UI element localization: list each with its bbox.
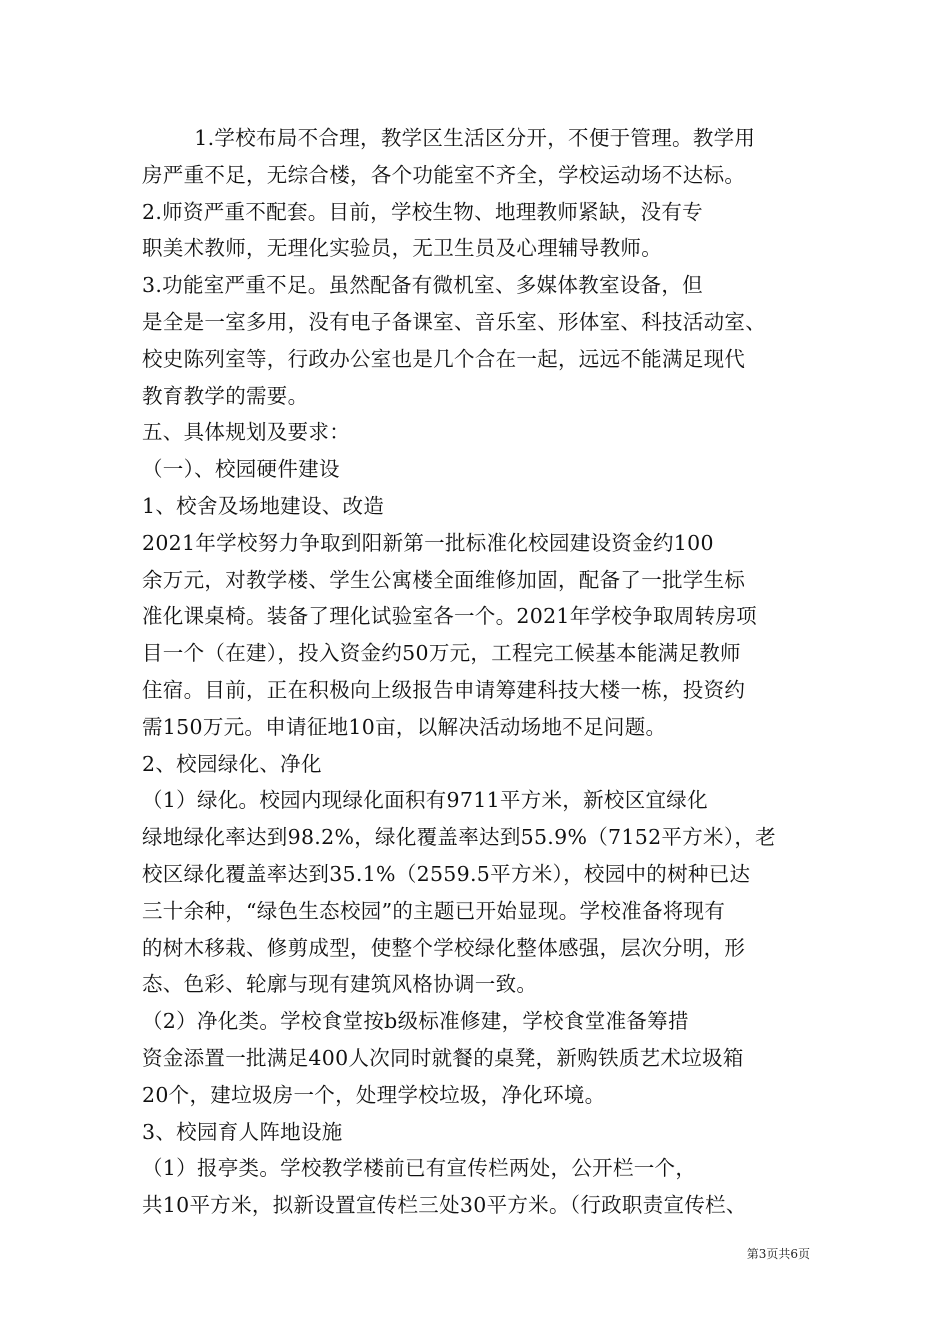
text-line: 准化课桌椅。装备了理化试验室各一个。2021年学校争取周转房项 (142, 604, 757, 629)
text-line: 2、校园绿化、净化 (142, 751, 322, 776)
text-line: 2.师资严重不配套。目前，学校生物、地理教师紧缺，没有专 (142, 199, 703, 224)
text-line: 校史陈列室等，行政办公室也是几个合在一起，远远不能满足现代 (142, 346, 746, 371)
text-line: 余万元，对教学楼、学生公寓楼全面维修加固，配备了一批学生标 (142, 567, 746, 592)
text-line: （1）报亭类。学校教学楼前已有宣传栏两处，公开栏一个， (142, 1156, 697, 1181)
text-line: 是全是一室多用，没有电子备课室、音乐室、形体室、科技活动室、 (142, 309, 766, 334)
text-line: 需150万元。申请征地10亩，以解决活动场地不足问题。 (142, 714, 667, 739)
text-line: 1、校舍及场地建设、改造 (142, 493, 385, 518)
text-line: 教育教学的需要。 (142, 383, 309, 408)
text-line: （1）绿化。校园内现绿化面积有9711平方米，新校区宜绿化 (142, 788, 708, 813)
text-line: 3.功能室严重不足。虽然配备有微机室、多媒体教室设备，但 (142, 273, 703, 298)
text-line: 绿地绿化率达到98.2%，绿化覆盖率达到55.9%（7152平方米），老 (142, 825, 776, 850)
text-line: 20个，建垃圾房一个，处理学校垃圾，净化环境。 (142, 1082, 606, 1107)
document-body (142, 120, 822, 1224)
text-line: 的树木移栽、修剪成型，使整个学校绿化整体感强，层次分明，形 (142, 935, 746, 960)
text-line: 2021年学校努力争取到阳新第一批标准化校园建设资金约100 (142, 530, 714, 555)
text-line: 资金添置一批满足400人次同时就餐的桌凳，新购铁质艺术垃圾箱 (142, 1045, 744, 1070)
text-line: 校区绿化覆盖率达到35.1%（2559.5平方米），校园中的树种已达 (142, 861, 751, 886)
text-line: 房严重不足，无综合楼，各个功能室不齐全，学校运动场不达标。 (142, 162, 746, 187)
text-line: 住宿。目前，正在积极向上级报告申请筹建科技大楼一栋，投资约 (142, 677, 746, 702)
page-number: 第3页共6页 (746, 1247, 810, 1261)
text-line: 三十余种，“绿色生态校园”的主题已开始显现。学校准备将现有 (142, 898, 726, 923)
text-line: 职美术教师，无理化实验员，无卫生员及心理辅导教师。 (142, 236, 662, 261)
text-line: 共10平方米，拟新设置宣传栏三处30平方米。（行政职责宣传栏、 (142, 1193, 747, 1218)
text-line: 五、具体规划及要求： (142, 420, 350, 445)
text-line: 3、校园育人阵地设施 (142, 1119, 343, 1144)
body-text (142, 120, 822, 1224)
text-line: 态、色彩、轮廓与现有建筑风格协调一致。 (142, 972, 538, 997)
text-line: （2）净化类。学校食堂按b级标准修建，学校食堂准备筹措 (142, 1009, 689, 1034)
text-line: 目一个（在建），投入资金约50万元，工程完工候基本能满足教师 (142, 641, 741, 666)
text-line: （一）、校园硬件建设 (142, 457, 340, 482)
text-line: 1.学校布局不合理，教学区生活区分开，不便于管理。教学用 (194, 126, 756, 150)
